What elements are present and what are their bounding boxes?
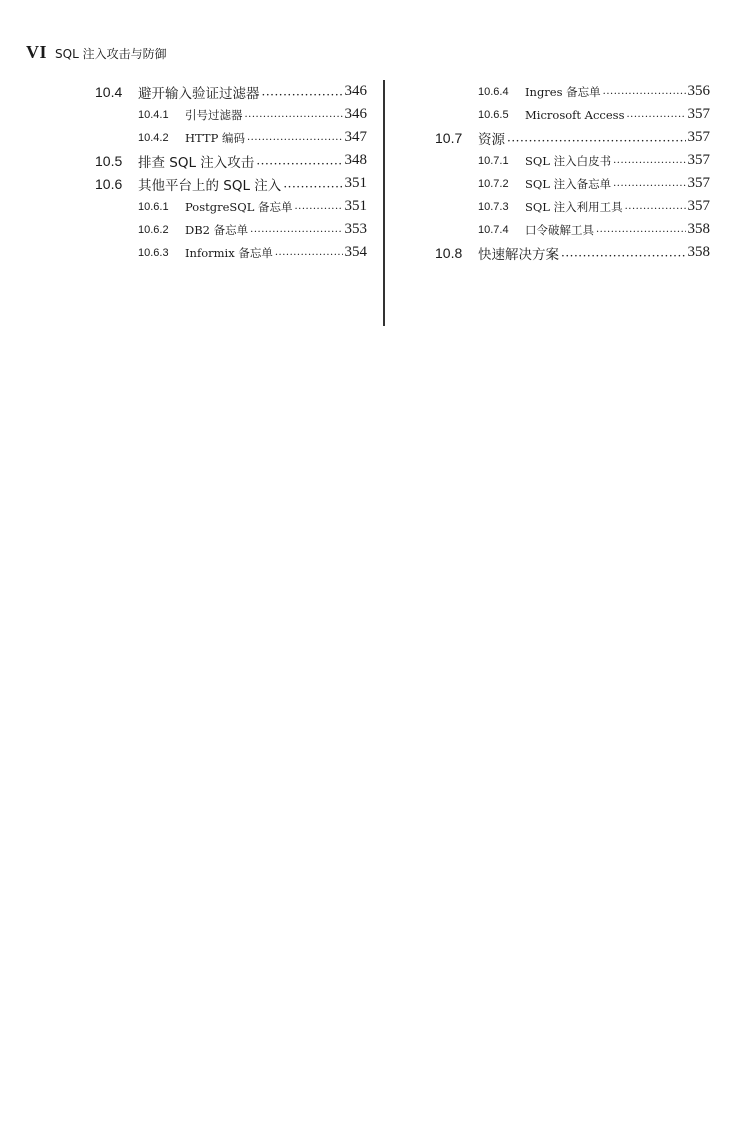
toc-subsection-entry xyxy=(435,80,710,103)
entry-number: 10.8 xyxy=(435,244,463,261)
toc-subsection-entry xyxy=(435,218,710,241)
entry-title: 其他平台上的 SQL 注入 xyxy=(138,177,282,194)
entry-page-number: 351 xyxy=(344,175,367,191)
entry-number: 10.6.1 xyxy=(138,200,169,213)
entry-title: 排查 SQL 注入攻击 xyxy=(138,154,255,171)
dot-leader xyxy=(613,158,685,168)
toc-right-column xyxy=(435,80,710,264)
dot-leader xyxy=(626,112,685,122)
entry-page-number: 354 xyxy=(344,244,367,260)
page-number: VI xyxy=(26,42,48,62)
dot-leader xyxy=(283,180,342,192)
entry-number: 10.7.4 xyxy=(478,223,509,236)
entry-number: 10.6 xyxy=(95,175,123,192)
toc-section-entry xyxy=(95,172,367,195)
toc-subsection-entry xyxy=(95,195,367,218)
entry-number: 10.6.4 xyxy=(478,85,509,98)
toc-section-entry xyxy=(435,241,710,264)
entry-title: SQL 注入备忘单 xyxy=(525,176,612,191)
dot-leader xyxy=(294,204,342,214)
toc-subsection-entry xyxy=(95,103,367,126)
entry-title: Microsoft Access xyxy=(525,107,625,122)
toc-subsection-entry xyxy=(95,241,367,264)
dot-leader xyxy=(245,112,343,122)
entry-title: DB2 备忘单 xyxy=(185,222,249,237)
entry-page-number: 347 xyxy=(344,129,367,145)
entry-title: 资源 xyxy=(478,131,505,148)
entry-page-number: 346 xyxy=(344,83,367,99)
entry-page-number: 357 xyxy=(687,198,710,214)
entry-number: 10.7.3 xyxy=(478,200,509,213)
entry-page-number: 346 xyxy=(344,106,367,122)
entry-number: 10.7 xyxy=(435,129,463,146)
entry-number: 10.5 xyxy=(95,152,123,169)
toc-left-column xyxy=(95,80,367,264)
toc-subsection-entry xyxy=(435,172,710,195)
entry-page-number: 357 xyxy=(687,152,710,168)
entry-page-number: 358 xyxy=(687,221,710,237)
entry-title: SQL 注入利用工具 xyxy=(525,199,623,214)
toc-subsection-entry xyxy=(95,218,367,241)
entry-title: PostgreSQL 备忘单 xyxy=(185,199,293,214)
entry-title: 引号过滤器 xyxy=(185,107,243,122)
entry-page-number: 348 xyxy=(344,152,367,168)
entry-title: Ingres 备忘单 xyxy=(525,84,601,99)
entry-number: 10.4.1 xyxy=(138,108,169,121)
entry-page-number: 353 xyxy=(344,221,367,237)
entry-page-number: 351 xyxy=(344,198,367,214)
dot-leader xyxy=(256,157,342,169)
toc-section-entry xyxy=(435,126,710,149)
entry-page-number: 358 xyxy=(687,244,710,260)
entry-page-number: 356 xyxy=(687,83,710,99)
entry-number: 10.4.2 xyxy=(138,131,169,144)
toc-subsection-entry xyxy=(95,126,367,149)
dot-leader xyxy=(561,249,686,261)
entry-number: 10.6.2 xyxy=(138,223,169,236)
dot-leader xyxy=(250,227,342,237)
entry-number: 10.6.5 xyxy=(478,108,509,121)
entry-title: Informix 备忘单 xyxy=(185,245,273,260)
entry-page-number: 357 xyxy=(687,106,710,122)
dot-leader xyxy=(603,89,686,99)
dot-leader xyxy=(613,181,685,191)
dot-leader xyxy=(275,250,343,260)
entry-number: 10.7.2 xyxy=(478,177,509,190)
column-divider xyxy=(383,80,385,326)
dot-leader xyxy=(596,227,686,237)
dot-leader xyxy=(262,88,343,100)
entry-page-number: 357 xyxy=(687,129,710,145)
page-header xyxy=(26,42,167,66)
entry-title: HTTP 编码 xyxy=(185,130,245,145)
entry-page-number: 357 xyxy=(687,175,710,191)
toc-subsection-entry xyxy=(435,195,710,218)
entry-title: SQL 注入白皮书 xyxy=(525,153,612,168)
toc-section-entry xyxy=(95,80,367,103)
book-title: SQL 注入攻击与防御 xyxy=(55,47,167,61)
entry-title: 避开输入验证过滤器 xyxy=(138,85,260,102)
entry-title: 快速解决方案 xyxy=(478,246,559,263)
toc-subsection-entry xyxy=(435,149,710,172)
entry-title: 口令破解工具 xyxy=(525,222,594,237)
dot-leader xyxy=(247,135,343,145)
entry-number: 10.4 xyxy=(95,83,123,100)
dot-leader xyxy=(507,134,686,146)
toc-subsection-entry xyxy=(435,103,710,126)
entry-number: 10.6.3 xyxy=(138,246,169,259)
toc-section-entry xyxy=(95,149,367,172)
dot-leader xyxy=(625,204,686,214)
entry-number: 10.7.1 xyxy=(478,154,509,167)
